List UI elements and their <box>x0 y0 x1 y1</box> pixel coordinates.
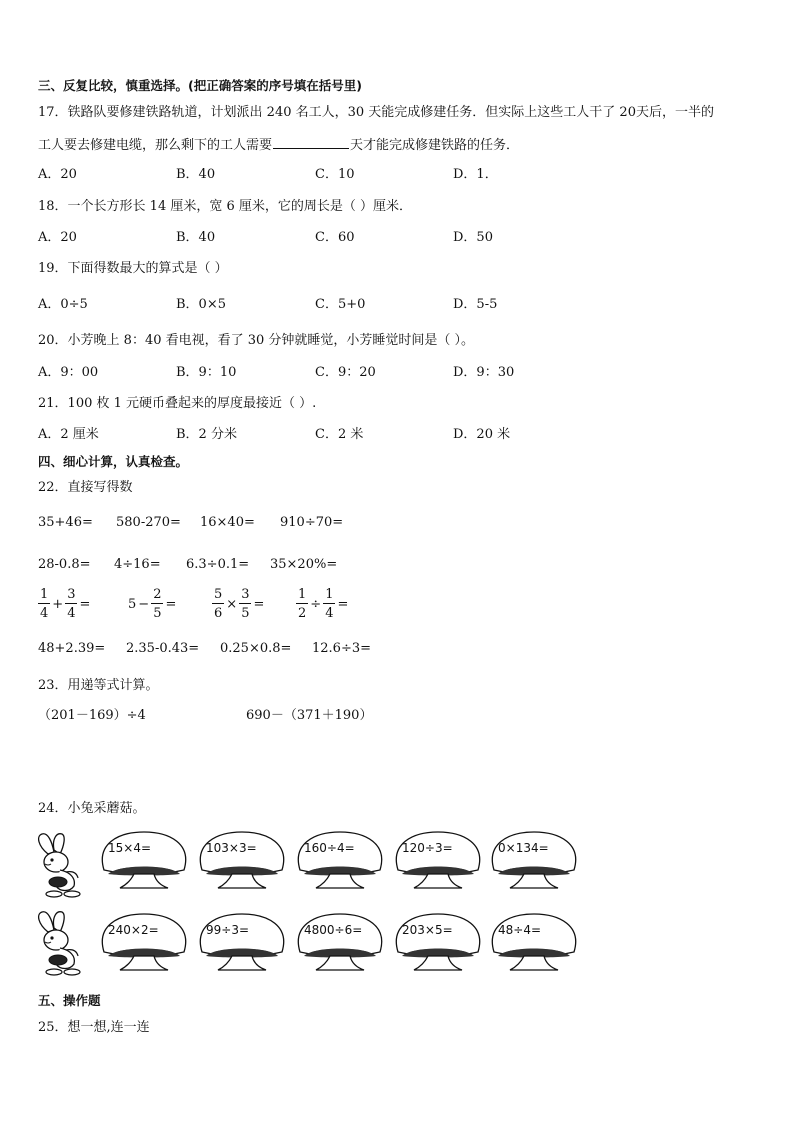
mushroom-equation: 120÷3= <box>402 841 453 855</box>
mushroom-equation: 0×134= <box>498 841 549 855</box>
q23-expr-2: 690－（371＋190） <box>246 708 373 723</box>
fraction: $\frac{3}{5}$ <box>241 587 250 621</box>
q17-line1: 17．铁路队要修建铁路轨道，计划派出 240 名工人，30 天能完成修建任务．但实际上这些工人干了 20天后，一半的 <box>38 105 714 120</box>
q20-option-d[interactable]: D．9：30 <box>453 365 515 380</box>
q25-title: 25．想一想,连一连 <box>38 1020 150 1035</box>
section3-title: 三、反复比较，慎重选择。(把正确答案的序号填在括号里) <box>38 78 362 93</box>
rabbit-icon <box>34 832 90 898</box>
mushroom[interactable] <box>98 830 190 890</box>
q19-option-a[interactable]: A．0÷5 <box>38 297 88 312</box>
section4-title: 四、细心计算，认真检查。 <box>38 454 189 469</box>
calc-item: 12.6÷3= <box>312 641 372 656</box>
calc-item: 2.35-0.43= <box>126 641 200 656</box>
fraction: $\frac{1}{4}$ <box>40 587 49 621</box>
q20-option-a[interactable]: A．9：00 <box>38 365 99 380</box>
q22-title: 22．直接写得数 <box>38 480 133 495</box>
q17-line2-a: 工人要去修建电缆，那么剩下的工人需要 <box>38 138 273 153</box>
mushroom[interactable] <box>294 830 386 890</box>
calc-item: 16×40= <box>200 515 255 530</box>
q21-text: 21．100 枚 1 元硬币叠起来的厚度最接近（ ）. <box>38 396 317 411</box>
calc-item: 6.3÷0.1= <box>186 557 250 572</box>
q17-option-c[interactable]: C．10 <box>315 167 355 182</box>
calc-item: 0.25×0.8= <box>220 641 292 656</box>
mushroom-equation: 15×4= <box>108 841 152 855</box>
q17-line2 <box>38 137 519 152</box>
rabbit-icon <box>34 910 90 976</box>
calc-item: 48+2.39= <box>38 641 106 656</box>
mushroom-equation: 103×3= <box>206 841 257 855</box>
q18-option-a[interactable]: A．20 <box>38 230 77 245</box>
mushroom-equation: 160÷4= <box>304 841 355 855</box>
calc-item: 4÷16= <box>114 557 161 572</box>
q20-text: 20．小芳晚上 8：40 看电视，看了 30 分钟就睡觉，小芳睡觉时间是（ ）。 <box>38 333 475 348</box>
fraction: $\frac{5}{6}$ <box>214 587 223 621</box>
q20-option-c[interactable]: C．9：20 <box>315 365 376 380</box>
q18-option-d[interactable]: D．50 <box>453 230 493 245</box>
fraction-expr-2: 5 − $\frac{2}{5}$ = <box>128 587 177 621</box>
mushroom[interactable] <box>392 912 484 972</box>
mushroom-equation: 99÷3= <box>206 923 250 937</box>
q19-option-c[interactable]: C．5+0 <box>315 297 366 312</box>
mushroom[interactable] <box>98 912 190 972</box>
mushroom[interactable] <box>294 912 386 972</box>
mushroom-equation: 240×2= <box>108 923 159 937</box>
fraction: $\frac{1}{2}$ <box>298 587 307 621</box>
q17-option-d[interactable]: D．1． <box>453 167 498 182</box>
q23-expr-1: （201－169）÷4 <box>38 708 146 723</box>
mushroom[interactable] <box>488 912 580 972</box>
q17-answer-blank[interactable] <box>273 137 349 149</box>
calc-item: 28-0.8= <box>38 557 91 572</box>
q19-option-d[interactable]: D．5-5 <box>453 297 498 312</box>
q21-option-a[interactable]: A．2 厘米 <box>38 427 99 442</box>
mushroom-equation: 4800÷6= <box>304 923 363 937</box>
q18-option-b[interactable]: B．40 <box>176 230 216 245</box>
q23-title: 23．用递等式计算。 <box>38 678 159 693</box>
q19-text: 19．下面得数最大的算式是（ ） <box>38 261 228 276</box>
calc-item: 910÷70= <box>280 515 344 530</box>
q17-line2-b: 天才能完成修建铁路的任务． <box>350 138 520 153</box>
calc-item: 580-270= <box>116 515 181 530</box>
mushroom[interactable] <box>196 830 288 890</box>
q18-text: 18．一个长方形长 14 厘米，宽 6 厘米，它的周长是（ ）厘米． <box>38 199 413 214</box>
q21-option-c[interactable]: C．2 米 <box>315 427 364 442</box>
q20-option-b[interactable]: B．9：10 <box>176 365 237 380</box>
fraction: $\frac{3}{4}$ <box>67 587 76 621</box>
calc-item: 35×20%= <box>270 557 338 572</box>
q18-option-c[interactable]: C．60 <box>315 230 355 245</box>
mushroom-equation: 48÷4= <box>498 923 542 937</box>
q17-option-b[interactable]: B．40 <box>176 167 216 182</box>
q21-option-d[interactable]: D．20 米 <box>453 427 511 442</box>
mushroom[interactable] <box>392 830 484 890</box>
section5-title: 五、操作题 <box>38 993 101 1008</box>
mushroom[interactable] <box>196 912 288 972</box>
fraction-expr-4: $\frac{1}{2}$ ÷ $\frac{1}{4}$ = <box>298 587 349 621</box>
q19-option-b[interactable]: B．0×5 <box>176 297 226 312</box>
q17-option-a[interactable]: A．20 <box>38 167 77 182</box>
fraction: $\frac{2}{5}$ <box>153 587 162 621</box>
q21-option-b[interactable]: B．2 分米 <box>176 427 237 442</box>
mushroom-equation: 203×5= <box>402 923 453 937</box>
calc-item: 35+46= <box>38 515 93 530</box>
fraction-expr-1: $\frac{1}{4}$ + $\frac{3}{4}$ = <box>40 587 91 621</box>
fraction-expr-3: $\frac{5}{6}$ × $\frac{3}{5}$ = <box>214 587 265 621</box>
fraction: $\frac{1}{4}$ <box>325 587 334 621</box>
mushroom[interactable] <box>488 830 580 890</box>
q24-title: 24．小兔采蘑菇。 <box>38 801 146 816</box>
